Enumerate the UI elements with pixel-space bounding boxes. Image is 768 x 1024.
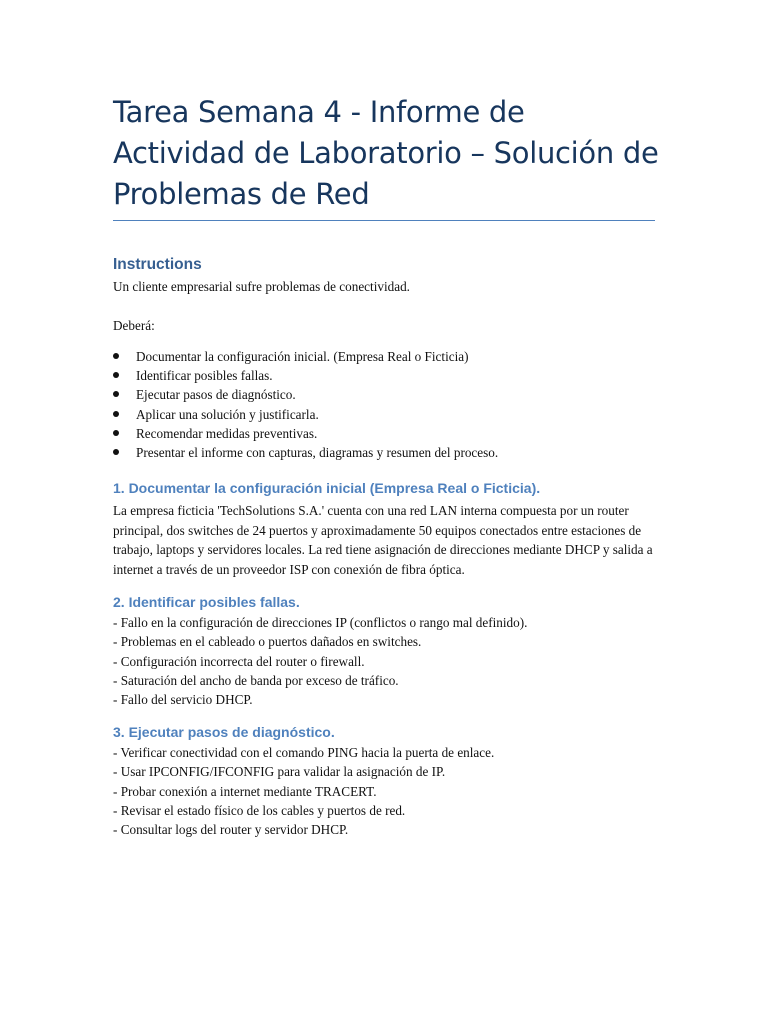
list-item: - Usar IPCONFIG/IFCONFIG para validar la asignación de IP. (113, 764, 446, 780)
list-item: - Consultar logs del router y servidor DHCP. (113, 822, 349, 838)
list-item-text: Documentar la configuración inicial. (Empresa Real o Ficticia) (136, 349, 469, 364)
document-title: Tarea Semana 4 - Informe de Actividad de Laboratorio – Solución de Problemas de Red (113, 95, 659, 211)
section-1-heading: 1. Documentar la configuración inicial (Empresa Real o Ficticia). (113, 480, 541, 497)
section-3-list (113, 743, 658, 839)
list-item (113, 424, 658, 443)
instructions-lead: Deberá: (113, 317, 155, 333)
section-3-heading: 3. Ejecutar pasos de diagnóstico. (113, 724, 335, 741)
list-item-text: Presentar el informe con capturas, diagramas y resumen del proceso. (136, 445, 499, 461)
section-1-paragraph: La empresa ficticia 'TechSolutions S.A.' cuenta con una red LAN interna compuesta por un router principal, dos switches de 24 puertos y aproximadamente 50 equipos conectados entre estaciones de trabajo, laptops y servidores locales. La red tiene asignación de direcciones mediante DHCP y salida a internet a través de un proveedor ISP con conexión de fibra óptica. (113, 503, 653, 577)
section-2-heading: 2. Identificar posibles fallas. (113, 594, 300, 611)
instructions-intro: Un cliente empresarial sufre problemas de conectividad. (113, 279, 410, 294)
list-item-text: Ejecutar pasos de diagnóstico. (136, 387, 296, 403)
list-item: - Probar conexión a internet mediante TRACERT. (113, 783, 377, 799)
bullet-icon (113, 391, 119, 397)
list-item-text: Aplicar una solución y justificarla. (136, 406, 319, 422)
list-item (113, 443, 658, 462)
bullet-icon (113, 372, 119, 378)
bullet-icon (113, 449, 119, 455)
list-item: - Saturación del ancho de banda por exceso de tráfico. (113, 672, 399, 688)
instructions-list (113, 347, 658, 462)
list-item (113, 366, 658, 385)
list-item: - Configuración incorrecta del router o firewall. (113, 653, 365, 669)
list-item (113, 405, 658, 424)
list-item: - Fallo del servicio DHCP. (113, 692, 253, 708)
list-item-text: Identificar posibles fallas. (136, 368, 273, 384)
list-item: - Problemas en el cableado o puertos dañados en switches. (113, 634, 422, 650)
list-item: - Revisar el estado físico de los cables y puertos de red. (113, 802, 406, 818)
list-item (113, 347, 658, 366)
bullet-icon (113, 353, 119, 359)
section-2-list (113, 613, 658, 709)
bullet-icon (113, 430, 119, 436)
list-item-text: Recomendar medidas preventivas. (136, 425, 318, 441)
bullet-icon (113, 411, 119, 417)
document-body (113, 254, 658, 839)
instructions-heading: Instructions (113, 256, 202, 273)
list-item: - Fallo en la configuración de direcciones IP (conflictos o rango mal definido). (113, 615, 528, 631)
list-item: - Verificar conectividad con el comando PING hacia la puerta de enlace. (113, 745, 495, 761)
title-underline (113, 220, 655, 221)
list-item (113, 385, 658, 404)
